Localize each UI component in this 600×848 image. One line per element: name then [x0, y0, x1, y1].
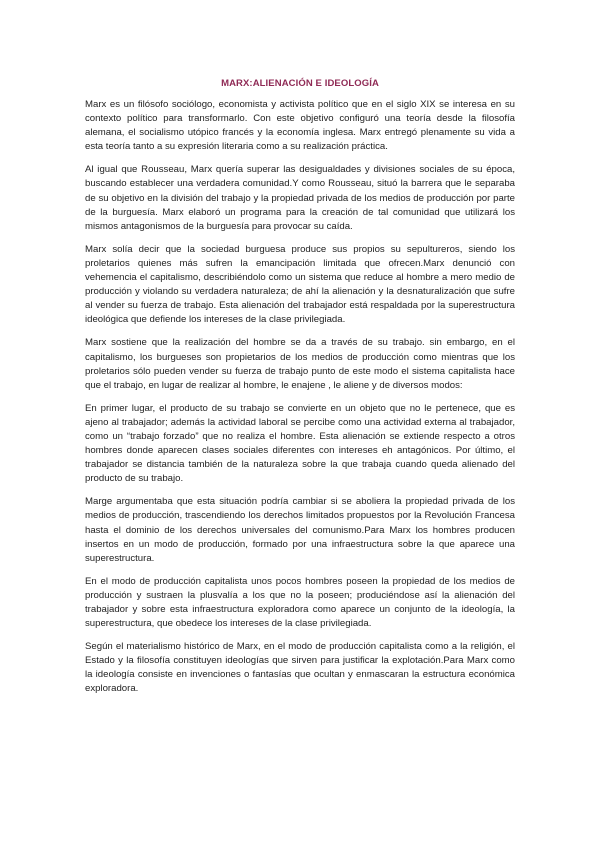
- paragraph: Marx es un filósofo sociólogo, economista y activista político que en el siglo XIX se interesa en su contexto político para transformarlo. Con este objetivo configuró una teoría desde la filosofía alemana, el socialismo utópico francés y la economía inglesa. Marx entregó plenamente su vida a esta teoría tanto a su expresión literaria como a su realización práctica.: [85, 99, 515, 153]
- paragraph: Marx sostiene que la realización del hombre se da a través de su trabajo. sin embargo, en el capitalismo, los burgueses son propietarios de los medios de producción como mientras que los proletarios sólo pueden vender su fuerza de trabajo punto de este modo el sistema capitalista hace que el trabajo, en lugar de realizar al hombre, le enajene , le aliene y de diversos modos:: [85, 337, 515, 391]
- paragraph: Al igual que Rousseau, Marx quería superar las desigualdades y divisiones sociales de su época, buscando establecer una verdadera comunidad.Y como Rousseau, situó la barrera que le separaba de su objetivo en la división del trabajo y la propiedad privada de los medios de producción por parte de la burguesía. Marx elaboró un programa para la creación de tal comunidad que utilizará los mismos antagonismos de la burguesía para provocar su caída.: [85, 164, 515, 232]
- document-body: [85, 98, 515, 706]
- document-title: MARX:ALIENACIÓN E IDEOLOGÍA: [221, 78, 379, 89]
- paragraph: Marx solía decir que la sociedad burguesa produce sus propios su sepultureros, siendo los proletarios quienes más sufren la emancipación limitada que ofrecen.Marx denunció con vehemencia el capitalismo, describiéndolo como un sistema que reduce al hombre a mero medio de producción y violando su verdadera naturaleza; de ahí la alienación y la desnaturalización que sufre al vender su fuerza de trabajo. Esta alienación del trabajador está respaldada por la superestructura ideológica que defiende los intereses de la clase privilegiada.: [85, 243, 515, 326]
- paragraph: Marge argumentaba que esta situación podría cambiar si se aboliera la propiedad privada de los medios de producción, trascendiendo los derechos limitados propuestos por la Revolución Francesa hasta el dominio de los derechos universales del comunismo.Para Marx los hombres producen insertos en un modo de producción, formado por una infraestructura sobre la que aparece una superestructura.: [85, 496, 515, 564]
- paragraph: Según el materialismo histórico de Marx, en el modo de producción capitalista como a la religión, el Estado y la filosofía constituyen ideologías que sirven para justificar la explotación.Para Marx como la ideología consiste en invenciones o fantasías que ocultan y enmascaran la estructura económica exploradora.: [85, 641, 515, 695]
- paragraph: En primer lugar, el producto de su trabajo se convierte en un objeto que no le pertenece, que es ajeno al trabajador; además la actividad laboral se percibe como una actividad externa al trabajador, como un “trabajo forzado” que no realiza el hombre. Esta alienación se extiende respecto a otros hombres donde aparecen clases sociales diferentes con intereses eh antagónicos. Por último, el trabajador se distancia también de la naturaleza sobre la que trabaja cuando queda alienado del producto de su trabajo.: [85, 402, 515, 485]
- paragraph: En el modo de producción capitalista unos pocos hombres poseen la propiedad de los medios de producción y sustraen la plusvalía a los que no la poseen; produciéndose así la alienación del trabajador y sobre esta infraestructura exploradora como aparece un conjunto de la ideología, la superestructura, que obedece los intereses de la clase privilegiada.: [85, 575, 515, 630]
